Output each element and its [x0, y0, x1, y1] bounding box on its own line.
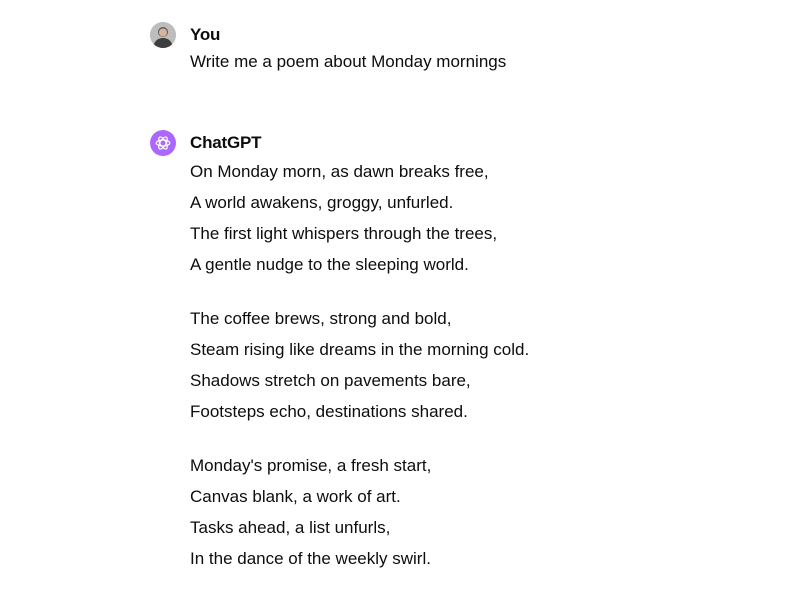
user-photo-avatar-icon: [150, 22, 176, 48]
poem-stanza: [190, 303, 529, 427]
user-author-name: You: [190, 25, 221, 44]
user-message: [150, 22, 506, 76]
poem: [190, 156, 529, 574]
poem-line: In the dance of the weekly swirl.: [190, 549, 431, 568]
user-avatar: [150, 22, 176, 48]
poem-line: The coffee brews, strong and bold,: [190, 309, 452, 328]
poem-line: A gentle nudge to the sleeping world.: [190, 255, 469, 274]
poem-line: Steam rising like dreams in the morning cold.: [190, 340, 530, 359]
assistant-author-name: ChatGPT: [190, 133, 262, 152]
poem-line: Monday's promise, a fresh start,: [190, 456, 432, 475]
openai-logo-icon: [154, 134, 172, 152]
poem-line: The first light whispers through the trees,: [190, 224, 498, 243]
poem-line: Shadows stretch on pavements bare,: [190, 371, 471, 390]
poem-line: On Monday morn, as dawn breaks free,: [190, 162, 489, 181]
assistant-avatar: [150, 130, 176, 156]
poem-line: Footsteps echo, destinations shared.: [190, 402, 468, 421]
assistant-message: [150, 130, 529, 574]
poem-line: Canvas blank, a work of art.: [190, 487, 401, 506]
poem-line: A world awakens, groggy, unfurled.: [190, 193, 454, 212]
poem-line: Tasks ahead, a list unfurls,: [190, 518, 391, 537]
poem-stanza: [190, 450, 529, 574]
user-message-text: Write me a poem about Monday mornings: [190, 52, 507, 71]
poem-stanza: [190, 156, 529, 280]
